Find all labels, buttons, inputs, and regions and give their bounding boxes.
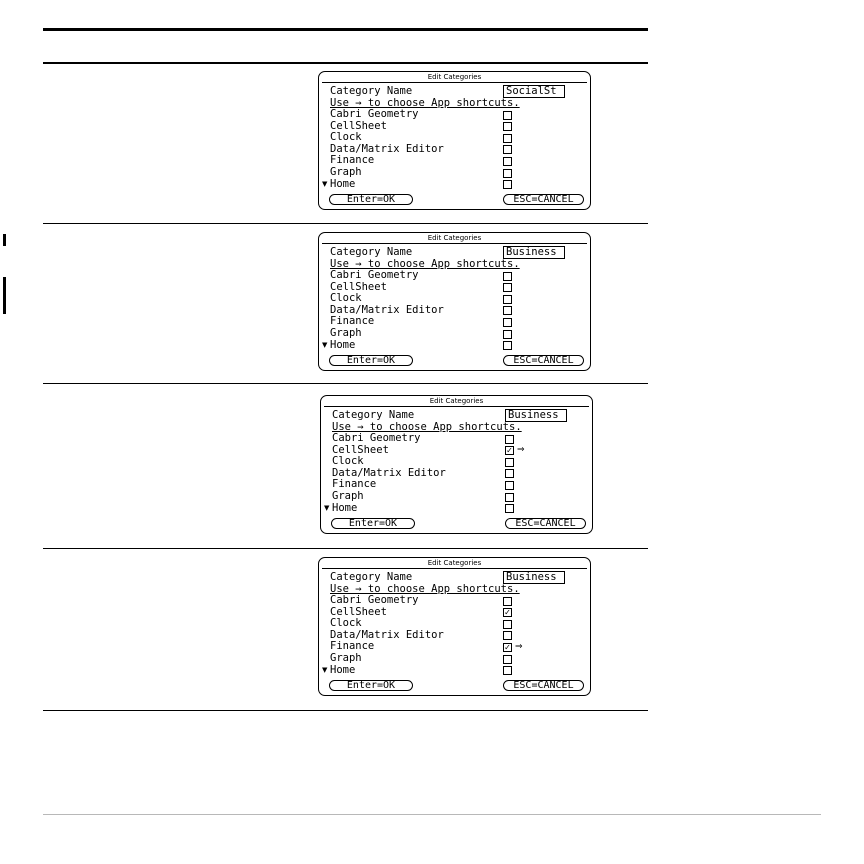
title-divider	[322, 243, 587, 244]
app-item-label: Home	[330, 338, 356, 351]
dialog-title: Edit Categories	[427, 234, 482, 242]
app-checkbox[interactable]	[503, 283, 512, 292]
app-item-label: Data/Matrix Editor	[330, 142, 444, 155]
category-name-label: Category Name	[330, 85, 413, 97]
app-item-label: Cabri Geometry	[330, 108, 419, 120]
footer-rule	[43, 814, 821, 815]
app-checkbox[interactable]	[505, 493, 514, 502]
app-item-label: Finance	[332, 478, 377, 491]
app-checkbox[interactable]	[503, 157, 512, 166]
shortcut-hint: Use → to choose App shortcuts.	[330, 582, 520, 595]
app-item-label: CellSheet	[332, 443, 389, 456]
app-item-label: Graph	[330, 166, 362, 178]
scroll-down-icon: ▼	[322, 665, 328, 674]
app-checkbox[interactable]	[503, 169, 512, 178]
app-item-label: Finance	[330, 154, 375, 167]
enter-ok-button[interactable]: Enter=OK	[329, 680, 413, 691]
app-item-label: Finance	[330, 640, 375, 653]
edit-categories-screen	[318, 557, 591, 696]
app-item-label: Home	[330, 177, 356, 190]
app-checkbox[interactable]	[503, 111, 512, 120]
app-checkbox[interactable]	[503, 272, 512, 281]
app-item-label: Clock	[330, 292, 362, 305]
app-checkbox[interactable]	[503, 134, 512, 143]
app-checkbox[interactable]	[503, 341, 512, 350]
app-item-label: Home	[330, 663, 356, 676]
app-item-label: Data/Matrix Editor	[332, 466, 446, 479]
category-name-input[interactable]: Business	[505, 409, 567, 422]
app-item-label: Clock	[330, 131, 362, 144]
app-checkbox[interactable]	[503, 597, 512, 606]
app-item-label: Clock	[332, 455, 364, 468]
app-checkbox[interactable]	[505, 458, 514, 467]
app-item-label: Clock	[330, 617, 362, 630]
app-item-label: Graph	[332, 490, 364, 502]
app-item-label: Graph	[330, 327, 362, 339]
category-name-input[interactable]: Business	[503, 571, 565, 584]
row-divider	[43, 548, 648, 549]
category-name-label: Category Name	[330, 571, 413, 583]
app-checkbox[interactable]	[505, 504, 514, 513]
app-checkbox[interactable]	[503, 620, 512, 629]
scroll-down-icon: ▼	[322, 340, 328, 349]
app-item-label: Cabri Geometry	[330, 594, 419, 606]
top-rule	[43, 28, 648, 31]
category-name-label: Category Name	[330, 246, 413, 258]
app-item-label: CellSheet	[330, 119, 387, 132]
selection-arrow-icon: ⇒	[515, 641, 523, 652]
shortcut-hint: Use → to choose App shortcuts.	[330, 257, 520, 270]
app-item-label: CellSheet	[330, 280, 387, 293]
app-checkbox[interactable]	[503, 608, 512, 617]
app-checkbox[interactable]	[503, 631, 512, 640]
edit-categories-screen	[320, 395, 593, 534]
app-checkbox[interactable]	[503, 145, 512, 154]
title-divider	[324, 406, 589, 407]
row-divider	[43, 710, 648, 711]
app-checkbox[interactable]	[503, 655, 512, 664]
app-checkbox[interactable]	[503, 643, 512, 652]
shortcut-hint: Use → to choose App shortcuts.	[330, 96, 520, 109]
app-checkbox[interactable]	[505, 446, 514, 455]
app-item-label: Graph	[330, 652, 362, 664]
app-item-label: CellSheet	[330, 605, 387, 618]
app-checkbox[interactable]	[505, 481, 514, 490]
app-checkbox[interactable]	[503, 318, 512, 327]
app-checkbox[interactable]	[503, 306, 512, 315]
app-checkbox[interactable]	[503, 295, 512, 304]
title-divider	[322, 82, 587, 83]
app-checkbox[interactable]	[505, 469, 514, 478]
category-name-input[interactable]: Business	[503, 246, 565, 259]
esc-cancel-button[interactable]: ESC=CANCEL	[505, 518, 586, 529]
app-item-label: Data/Matrix Editor	[330, 628, 444, 641]
category-name-label: Category Name	[332, 409, 415, 421]
edit-categories-screen	[318, 71, 591, 210]
app-item-label: Finance	[330, 315, 375, 328]
row-divider	[43, 223, 648, 224]
esc-cancel-button[interactable]: ESC=CANCEL	[503, 680, 584, 691]
title-divider	[322, 568, 587, 569]
app-checkbox[interactable]	[505, 435, 514, 444]
enter-ok-button[interactable]: Enter=OK	[329, 194, 413, 205]
shortcut-hint: Use → to choose App shortcuts.	[332, 420, 522, 433]
selection-arrow-icon: ⇒	[517, 445, 525, 456]
app-item-label: Data/Matrix Editor	[330, 303, 444, 316]
category-name-input[interactable]: SocialSt	[503, 85, 565, 98]
scroll-down-icon: ▼	[322, 179, 328, 188]
header-rule	[43, 62, 648, 64]
app-item-label: Cabri Geometry	[332, 432, 421, 444]
change-bar	[3, 234, 6, 246]
dialog-title: Edit Categories	[429, 397, 484, 405]
esc-cancel-button[interactable]: ESC=CANCEL	[503, 194, 584, 205]
change-bar	[3, 277, 6, 314]
row-divider	[43, 383, 648, 384]
app-checkbox[interactable]	[503, 180, 512, 189]
app-checkbox[interactable]	[503, 330, 512, 339]
app-checkbox[interactable]	[503, 122, 512, 131]
app-item-label: Cabri Geometry	[330, 269, 419, 281]
dialog-title: Edit Categories	[427, 73, 482, 81]
enter-ok-button[interactable]: Enter=OK	[329, 355, 413, 366]
scroll-down-icon: ▼	[324, 503, 330, 512]
app-checkbox[interactable]	[503, 666, 512, 675]
enter-ok-button[interactable]: Enter=OK	[331, 518, 415, 529]
edit-categories-screen	[318, 232, 591, 371]
app-item-label: Home	[332, 501, 358, 514]
dialog-title: Edit Categories	[427, 559, 482, 567]
esc-cancel-button[interactable]: ESC=CANCEL	[503, 355, 584, 366]
